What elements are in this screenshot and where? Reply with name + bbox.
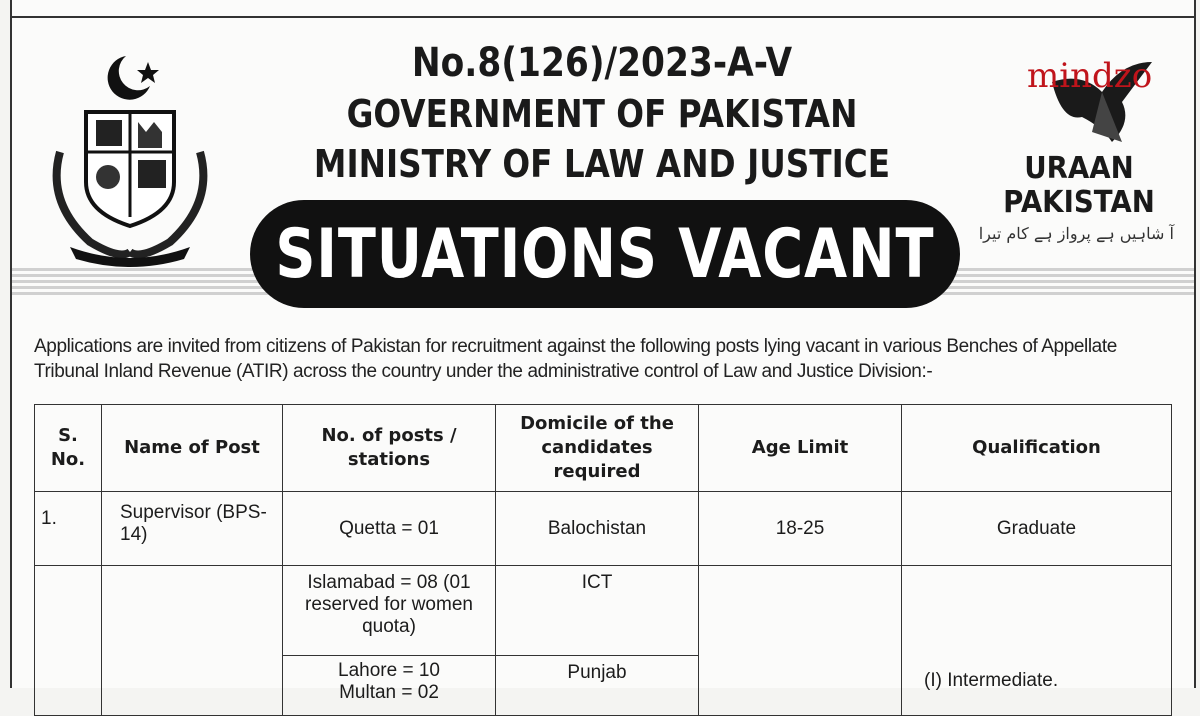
cell-posts: Islamabad = 08 (01 reserved for women quota) [283,566,496,656]
government-title: GOVERNMENT OF PAKISTAN [346,92,858,136]
uraan-line1: URAAN [1024,151,1134,186]
posts-line-lahore: Lahore = 10 [338,660,440,681]
vacancy-table [34,404,1172,716]
cell-age: 18-25 [699,492,902,566]
cell-posts [283,656,496,716]
table-row [35,492,1172,566]
cell-domicile: Balochistan [496,492,699,566]
cell-sno: 1. [35,492,102,566]
cell-posts: Quetta = 01 [283,492,496,566]
uraan-line2: PAKISTAN [1003,185,1155,220]
header-age: Age Limit [699,405,902,492]
header-posts: No. of posts / stations [283,405,496,492]
intro-paragraph: Applications are invited from citizens of Pakistan for recruitment against the following posts lying vacant in various Benches of Appellate Tribunal Inland Revenue (ATIR) across the country under the administrative control of Law and Justice Division:- [34,336,1117,382]
header-domicile: Domicile of the candidates required [496,405,699,492]
reference-number: No.8(126)/2023-A-V [411,40,793,86]
table-header-row [35,405,1172,492]
banner-text: SITUATIONS VACANT [275,214,935,294]
header-qualification: Qualification [902,405,1172,492]
top-border [12,16,1194,18]
cell-post: Supervisor (BPS-14) [102,492,283,566]
cell-post-empty [102,566,283,716]
ministry-title: MINISTRY OF LAW AND JUSTICE [313,142,891,186]
header-post: Name of Post [102,405,283,492]
cell-domicile: Punjab [496,656,699,716]
cell-qualification: Graduate [902,492,1172,566]
advertisement-page [10,0,1196,703]
posts-line-multan: Multan = 02 [339,682,439,703]
cell-sno-empty [35,566,102,716]
uraan-tagline: آ شاہیں ہے پرواز ہے کام تیرا [978,224,1174,243]
situations-vacant-banner [250,200,960,308]
state-emblem-icon [30,42,230,267]
uraan-pakistan-logo [981,152,1178,220]
header-sno: S. No. [35,405,102,492]
cell-domicile: ICT [496,566,699,656]
watermark-text: mindzo [1027,56,1153,96]
cell-age-empty [699,566,902,716]
cell-qualification: (I) Intermediate. [902,566,1172,716]
table-row [35,566,1172,656]
